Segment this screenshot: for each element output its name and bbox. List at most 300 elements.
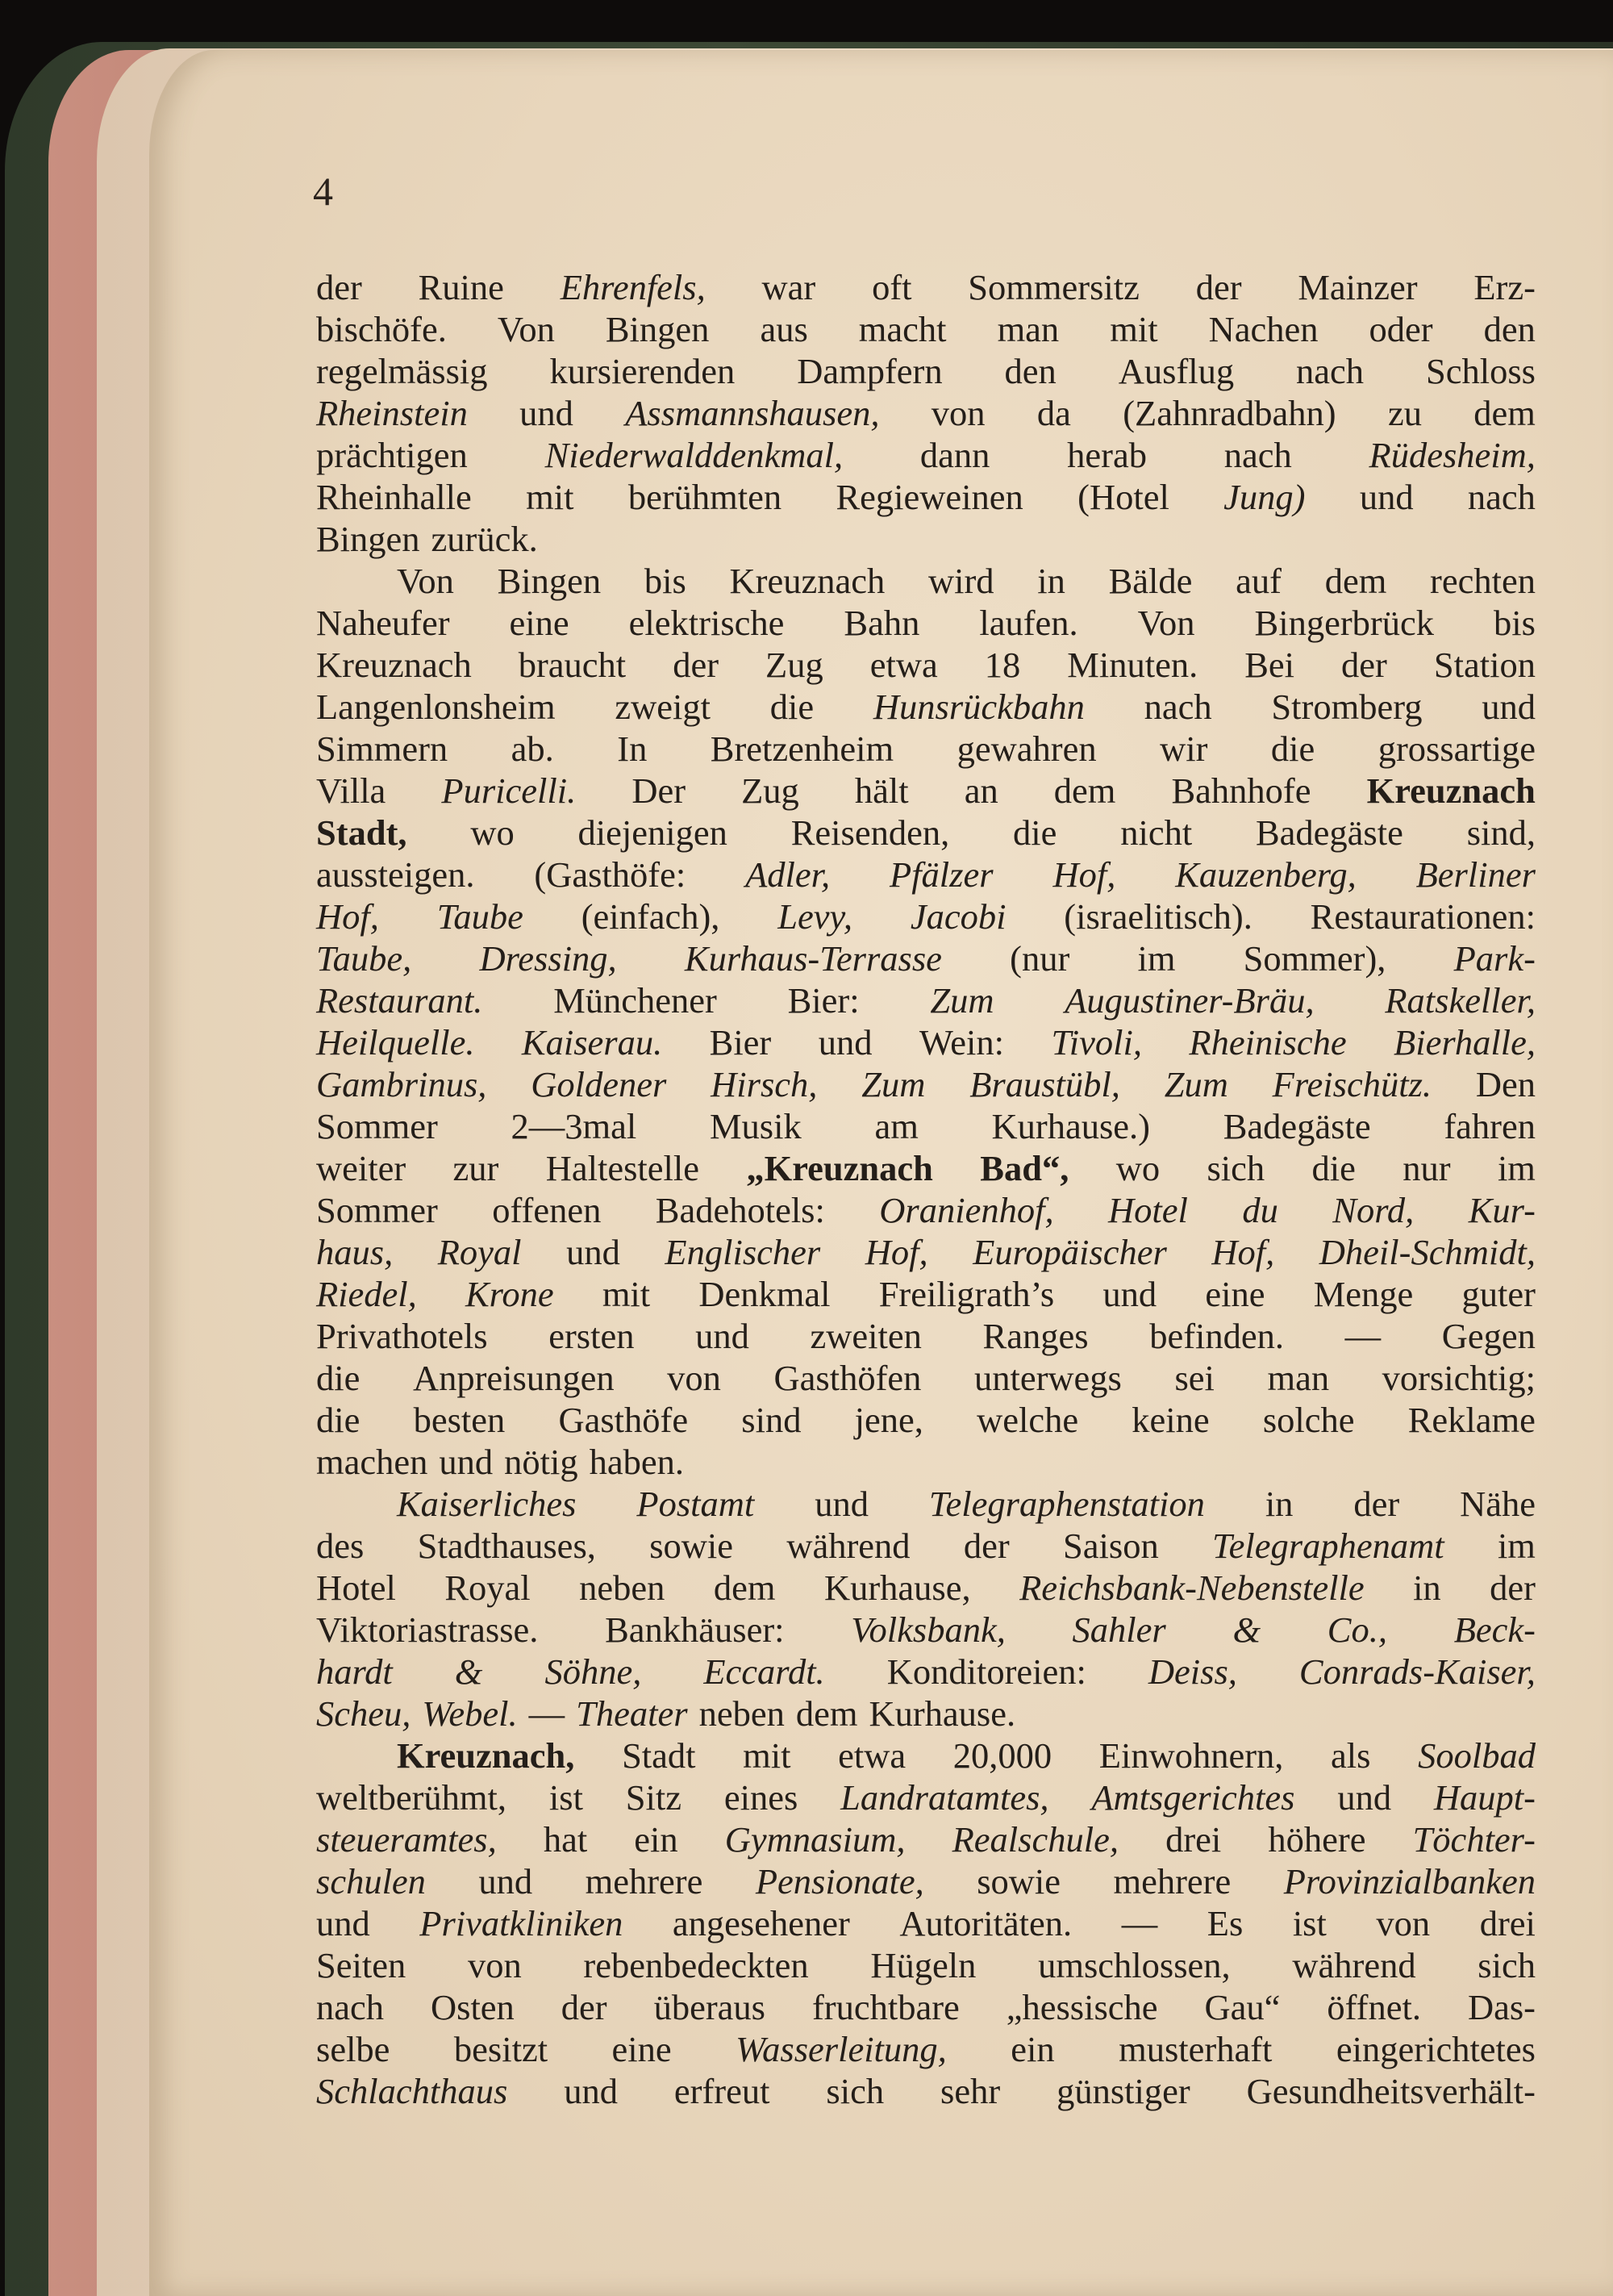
word: besitzt	[453, 2029, 548, 2069]
text-line	[316, 1525, 1536, 1567]
word: Haltestelle	[545, 1148, 700, 1188]
word: Bretzenheim	[710, 728, 894, 769]
word: nach	[1467, 477, 1536, 517]
word: weiter	[316, 1148, 406, 1188]
text-line	[316, 1902, 1536, 1944]
word: aussteigen.	[316, 854, 475, 895]
word: der	[316, 267, 362, 307]
word: —	[1121, 1903, 1158, 1943]
word: ist	[548, 1777, 583, 1818]
word: dem	[1324, 561, 1387, 601]
word: Scheu,	[316, 1693, 411, 1734]
word: überaus	[653, 1987, 765, 2027]
word: schulen	[316, 1861, 426, 1902]
word: aus	[760, 309, 808, 349]
word: rechten	[1430, 561, 1536, 601]
word: Sommer),	[1243, 938, 1386, 979]
word: Kreuznach	[316, 645, 472, 685]
word: Nord,	[1332, 1190, 1415, 1230]
word: Puricelli.	[441, 770, 577, 811]
word: dem	[795, 1693, 858, 1734]
word: Provinzialbanken	[1283, 1861, 1536, 1902]
word: der	[963, 1526, 1010, 1566]
text-line	[316, 1944, 1536, 1986]
word: auf	[1236, 561, 1282, 601]
word: erfreut	[673, 2071, 770, 2111]
word: und	[1337, 1777, 1392, 1818]
word: Telegraphenamt	[1212, 1526, 1444, 1566]
word: mit	[602, 1274, 651, 1314]
word: Haupt-	[1433, 1777, 1536, 1818]
word: hardt	[316, 1651, 393, 1692]
word: Langenlonsheim	[316, 687, 556, 727]
word: mit	[1110, 309, 1158, 349]
word: Jung)	[1223, 477, 1306, 517]
word: Autoritäten.	[899, 1903, 1073, 1943]
word: Sommer	[316, 1190, 438, 1230]
word: umschlossen,	[1038, 1945, 1231, 1985]
word: der	[1195, 267, 1242, 307]
word: Hof,	[1211, 1232, 1275, 1272]
word: Badegäste	[1256, 812, 1403, 853]
word: welche	[977, 1400, 1079, 1440]
word: höhere	[1268, 1819, 1366, 1860]
word: und	[564, 2071, 618, 2111]
text-line	[316, 854, 1536, 895]
word: Krone	[465, 1274, 554, 1314]
word: (einfach),	[581, 896, 720, 937]
word: Taube,	[316, 938, 412, 979]
word: nur	[1403, 1148, 1451, 1188]
word: „Kreuznach	[746, 1148, 933, 1188]
word: Bei	[1244, 645, 1295, 685]
word: und	[478, 1861, 533, 1902]
text-line	[316, 644, 1536, 686]
word: Gambrinus,	[316, 1064, 487, 1104]
word: in	[1265, 1484, 1294, 1524]
word: wo	[1115, 1148, 1161, 1188]
word: Erz-	[1473, 267, 1536, 307]
word: Bingen	[316, 519, 420, 559]
text-line	[316, 1315, 1536, 1357]
word: der	[1341, 645, 1387, 685]
word: Realschule,	[952, 1819, 1119, 1860]
word: besten	[413, 1400, 506, 1440]
word: Theater	[576, 1693, 688, 1734]
word: Ranges	[982, 1316, 1089, 1356]
word: mit	[526, 477, 574, 517]
word: nach	[1223, 435, 1292, 475]
word: oft	[872, 267, 912, 307]
word: Pfälzer	[890, 854, 994, 895]
word: die	[1270, 728, 1315, 769]
word: sich	[1478, 1945, 1536, 1985]
word: guter	[1461, 1274, 1536, 1314]
word: Adler,	[745, 854, 831, 895]
word: Von	[497, 309, 555, 349]
word: Kaiserau.	[521, 1022, 663, 1062]
word: oder	[1369, 309, 1433, 349]
word: (Hotel	[1077, 477, 1169, 517]
word: neben	[698, 1693, 785, 1734]
text-line	[316, 518, 1536, 560]
word: regelmässig	[316, 351, 488, 391]
word: Reisenden,	[790, 812, 950, 853]
word: Regieweinen	[836, 477, 1023, 517]
text-line	[316, 1063, 1536, 1105]
word: Naheufer	[316, 603, 450, 643]
word: Sitz	[625, 1777, 682, 1818]
text-line	[316, 602, 1536, 644]
word: Kaiserliches	[397, 1484, 577, 1524]
word: Nachen	[1208, 309, 1319, 349]
text-line	[316, 2028, 1536, 2070]
word: In	[617, 728, 648, 769]
word: und	[1482, 687, 1536, 727]
text-line	[316, 1273, 1536, 1315]
word: Telegraphenstation	[928, 1484, 1205, 1524]
word: Kur-	[1468, 1190, 1536, 1230]
text-line	[316, 1609, 1536, 1651]
text-line	[316, 1651, 1536, 1693]
text-line	[316, 770, 1536, 812]
word: und	[519, 393, 573, 433]
word: zweiten	[810, 1316, 922, 1356]
word: „hessische	[1006, 1987, 1158, 2027]
word: des	[316, 1526, 365, 1566]
word: ersten	[548, 1316, 635, 1356]
word: Münchener	[553, 980, 717, 1021]
word: die	[316, 1358, 361, 1398]
word: Badehotels:	[655, 1190, 825, 1230]
word: Von	[1137, 603, 1195, 643]
word: prächtigen	[316, 435, 468, 475]
text-line	[316, 1693, 1536, 1735]
word: Tivoli,	[1051, 1022, 1142, 1062]
text-line	[316, 1399, 1536, 1441]
word: von	[667, 1358, 721, 1398]
word: Das-	[1467, 1987, 1536, 2027]
word: Sommer	[316, 1106, 438, 1146]
word: laufen.	[979, 603, 1078, 643]
word: —	[528, 1693, 565, 1734]
word: &	[454, 1651, 483, 1692]
word: 2—3mal	[511, 1106, 637, 1146]
word: von	[467, 1945, 522, 1985]
word: Deiss,	[1148, 1651, 1237, 1692]
word: Hirsch,	[711, 1064, 818, 1104]
word: sehr	[940, 2071, 1001, 2111]
word: Heilquelle.	[316, 1022, 475, 1062]
word: Villa	[316, 770, 386, 811]
text-line	[316, 728, 1536, 770]
word: Den	[1475, 1064, 1536, 1104]
word: da	[1036, 393, 1071, 433]
text-line	[316, 1483, 1536, 1525]
word: Privatkliniken	[419, 1903, 623, 1943]
word: Es	[1207, 1903, 1244, 1943]
word: Co.,	[1327, 1609, 1387, 1650]
word: Kauzenberg,	[1175, 854, 1357, 895]
text-line	[316, 1105, 1536, 1147]
word: Nähe	[1460, 1484, 1536, 1524]
word: als	[1331, 1735, 1371, 1776]
text-line	[316, 895, 1536, 937]
word: Söhne,	[544, 1651, 642, 1692]
word: Töchter-	[1412, 1819, 1536, 1860]
word: Simmern	[316, 728, 448, 769]
word: diejenigen	[577, 812, 727, 853]
word: Zum	[930, 980, 994, 1021]
text-line	[316, 2070, 1536, 2112]
word: eines	[723, 1777, 798, 1818]
word: Rheinische	[1189, 1022, 1347, 1062]
text-line	[316, 1735, 1536, 1776]
word: bis	[644, 561, 686, 601]
word: die	[1311, 1148, 1356, 1188]
word: in	[1413, 1568, 1441, 1608]
text-line	[316, 1147, 1536, 1189]
word: und	[818, 1022, 873, 1062]
word: zweigt	[615, 687, 711, 727]
word: sind,	[1466, 812, 1536, 853]
word: dann	[919, 435, 990, 475]
text-line	[316, 560, 1536, 602]
word: Hügeln	[870, 1945, 977, 1985]
word: an	[964, 770, 998, 811]
word: nach	[1144, 687, 1212, 727]
word: fruchtbare	[811, 1987, 960, 2027]
word: Bier:	[787, 980, 860, 1021]
word: Kurhaus-Terrasse	[684, 938, 942, 979]
word: Soolbad	[1418, 1735, 1536, 1776]
word: solche	[1262, 1400, 1355, 1440]
word: Gymnasium,	[724, 1819, 906, 1860]
word: fahren	[1444, 1106, 1536, 1146]
word: Zum	[1164, 1064, 1228, 1104]
word: Taube	[436, 896, 523, 937]
word: und	[1102, 1274, 1157, 1314]
word: Berliner	[1415, 854, 1536, 895]
word: Zum	[861, 1064, 926, 1104]
word: und	[566, 1232, 620, 1272]
word: sind	[741, 1400, 802, 1440]
word: dem	[1473, 393, 1536, 433]
word: jene,	[854, 1400, 923, 1440]
word: Bingen	[497, 561, 602, 601]
word: bischöfe.	[316, 309, 447, 349]
word: haben.	[589, 1442, 684, 1482]
word: Dampfern	[797, 351, 943, 391]
word: Pensionate,	[755, 1861, 924, 1902]
word: mit	[743, 1735, 791, 1776]
word: Wein:	[919, 1022, 1005, 1062]
word: braucht	[518, 645, 627, 685]
word: Wasserleitung,	[736, 2029, 947, 2069]
word: Bankhäuser:	[605, 1609, 785, 1650]
word: drei	[1479, 1903, 1536, 1943]
word: steueramtes,	[316, 1819, 497, 1860]
word: Kreuznach,	[397, 1735, 575, 1776]
word: Von	[397, 561, 454, 601]
word: zurück.	[431, 519, 538, 559]
word: Royal	[444, 1568, 531, 1608]
body-text	[316, 266, 1536, 2112]
text-line	[316, 1189, 1536, 1231]
word: der	[1353, 1484, 1400, 1524]
word: Restaurationen:	[1310, 896, 1536, 937]
text-line	[316, 392, 1536, 434]
word: nach	[316, 1987, 385, 2027]
word: hält	[854, 770, 909, 811]
word: sei	[1174, 1358, 1215, 1398]
word: sich	[826, 2071, 885, 2111]
word: ab.	[511, 728, 554, 769]
text-line	[316, 1231, 1536, 1273]
word: im	[1497, 1526, 1536, 1566]
word: Kurhause.)	[991, 1106, 1151, 1146]
word: eingerichtetes	[1336, 2029, 1536, 2069]
word: der	[1490, 1568, 1536, 1608]
text-line	[316, 350, 1536, 392]
word: befinden.	[1149, 1316, 1285, 1356]
word: während	[1292, 1945, 1416, 1985]
word: grossartige	[1378, 728, 1536, 769]
word: Goldener	[531, 1064, 667, 1104]
word: sowie	[649, 1526, 734, 1566]
word: Sommersitz	[968, 267, 1140, 307]
word: die	[769, 687, 815, 727]
word: Kurhause,	[823, 1568, 971, 1608]
word: Sahler	[1072, 1609, 1166, 1650]
text-line	[316, 1567, 1536, 1609]
word: (Zahnradbahn)	[1123, 393, 1336, 433]
word: Beck-	[1453, 1609, 1536, 1650]
word: —	[1344, 1316, 1382, 1356]
word: Gegen	[1441, 1316, 1536, 1356]
word: 18	[984, 645, 1021, 685]
word: war	[761, 267, 816, 307]
text-line	[316, 812, 1536, 854]
word: der	[561, 1987, 607, 2027]
word: man	[997, 309, 1060, 349]
word: Menge	[1313, 1274, 1414, 1314]
word: Osten	[430, 1987, 515, 2027]
word: (nur	[1010, 938, 1070, 979]
word: Bingerbrück	[1254, 603, 1434, 643]
word: mehrere	[1113, 1861, 1232, 1902]
word: selbe	[316, 2029, 390, 2069]
word: &	[1232, 1609, 1261, 1650]
word: Restaurant.	[316, 980, 483, 1021]
word: Freischütz.	[1272, 1064, 1432, 1104]
word: Dressing,	[479, 938, 617, 979]
word: Bälde	[1108, 561, 1193, 601]
word: hat	[543, 1819, 588, 1860]
word: Anpreisungen	[412, 1358, 615, 1398]
word: Hof,	[316, 896, 379, 937]
word: Schloss	[1425, 351, 1536, 391]
word: dem	[1053, 770, 1116, 811]
word: Rüdesheim,	[1369, 435, 1536, 475]
word: Kreuznach	[1366, 770, 1536, 811]
word: Stadt	[622, 1735, 696, 1776]
word: Einwohnern,	[1098, 1735, 1284, 1776]
word: rebenbedeckten	[583, 1945, 809, 1985]
word: Konditoreien:	[886, 1651, 1086, 1692]
word: ein	[1011, 2029, 1055, 2069]
text-line	[316, 1818, 1536, 1860]
word: die	[1013, 812, 1057, 853]
word: dem	[713, 1568, 776, 1608]
word: Bier	[709, 1022, 772, 1062]
word: Badegäste	[1223, 1106, 1371, 1146]
word: von	[1376, 1903, 1431, 1943]
word: Bingen	[605, 309, 710, 349]
word: Royal	[437, 1232, 522, 1272]
word: du	[1242, 1190, 1278, 1230]
word: Park-	[1453, 938, 1536, 979]
word: im	[1497, 1148, 1536, 1188]
word: günstiger	[1057, 2071, 1190, 2111]
text-line	[316, 1021, 1536, 1063]
word: Levy,	[777, 896, 852, 937]
word: neben	[579, 1568, 665, 1608]
word: angesehener	[672, 1903, 850, 1943]
text-line	[316, 1776, 1536, 1818]
word: wir	[1160, 728, 1208, 769]
word: wird	[927, 561, 994, 601]
text-line	[316, 1441, 1536, 1483]
text-line	[316, 434, 1536, 476]
word: Stadthauses,	[417, 1526, 596, 1566]
word: etwa	[838, 1735, 907, 1776]
word: Gesundheitsverhält-	[1246, 2071, 1536, 2111]
word: Gasthöfe	[558, 1400, 689, 1440]
word: Denkmal	[698, 1274, 831, 1314]
word: nötig	[504, 1442, 578, 1482]
word: gewahren	[957, 728, 1097, 769]
word: Bahnhofe	[1171, 770, 1311, 811]
word: Gau“	[1204, 1987, 1281, 2027]
word: Ausflug	[1118, 351, 1235, 391]
word: (israelitisch).	[1064, 896, 1252, 937]
word: Viktoriastrasse.	[316, 1609, 539, 1650]
word: Mainzer	[1298, 267, 1418, 307]
text-line	[316, 1986, 1536, 2028]
word: Postamt	[636, 1484, 755, 1524]
word: Reichsbank-Nebenstelle	[1019, 1568, 1365, 1608]
word: Riedel,	[316, 1274, 417, 1314]
word: drei	[1165, 1819, 1222, 1860]
word: Reklame	[1407, 1400, 1536, 1440]
word: Hof,	[865, 1232, 928, 1272]
word: zur	[452, 1148, 499, 1188]
text-line	[316, 686, 1536, 728]
word: der	[673, 645, 719, 685]
word: eine	[611, 2029, 672, 2069]
word: Kreuznach	[729, 561, 886, 601]
word: Freiligrath’s	[878, 1274, 1055, 1314]
word: man	[1267, 1358, 1330, 1398]
word: wo	[470, 812, 515, 853]
word: kursierenden	[549, 351, 736, 391]
word: etwa	[869, 645, 938, 685]
word: 20,000	[952, 1735, 1052, 1776]
word: (Gasthöfe:	[534, 854, 686, 895]
word: Niederwalddenkmal,	[544, 435, 844, 475]
word: bis	[1493, 603, 1536, 643]
